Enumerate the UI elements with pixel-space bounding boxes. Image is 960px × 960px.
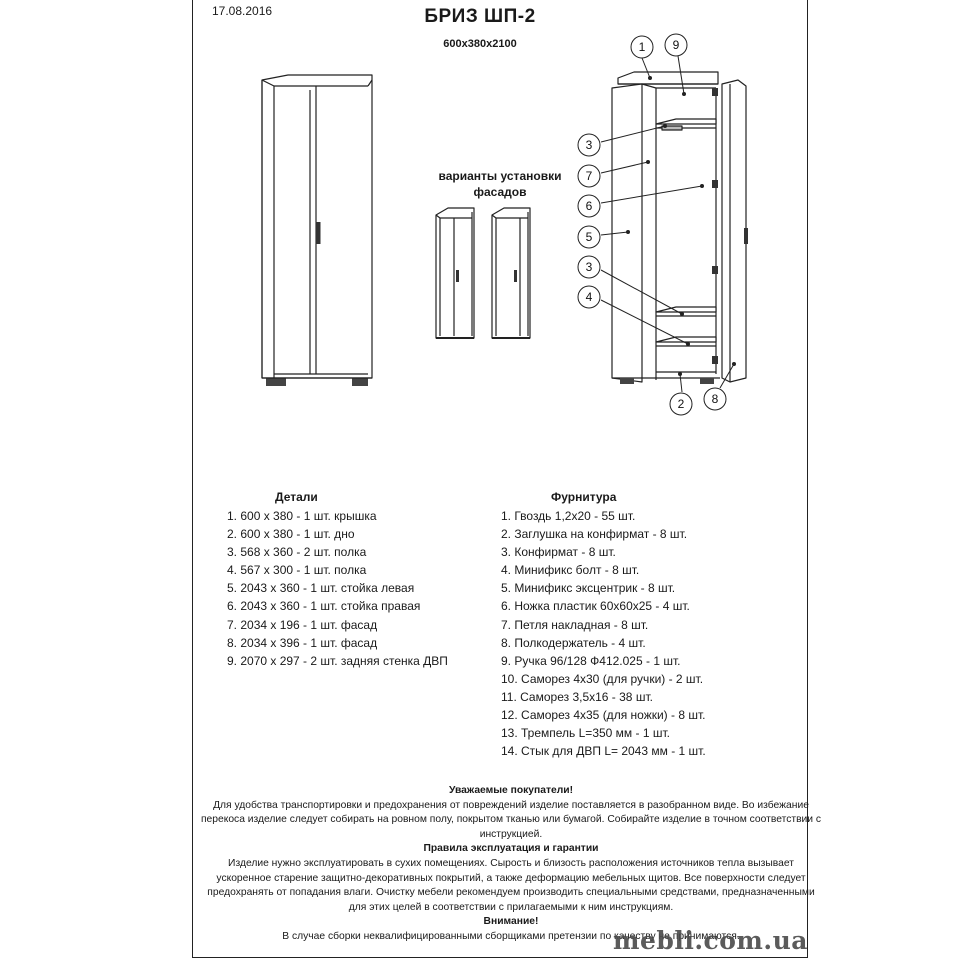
list-item: 7. 2034 х 196 - 1 шт. фасад (227, 617, 378, 632)
list-item: 3. Конфирмат - 8 шт. (501, 545, 616, 560)
svg-text:3: 3 (585, 260, 593, 274)
notice-heading-customers: Уважаемые покупатели! (448, 785, 574, 796)
list-item: 4. 567 х 300 - 1 шт. полка (227, 563, 367, 578)
list-item: 1. 600 х 380 - 1 шт. крышка (227, 509, 377, 523)
list-item: 4. Минификс болт - 8 шт. (501, 563, 640, 578)
list-item: 8. Полкодержатель - 4 шт. (501, 635, 646, 650)
callout-2 (670, 393, 692, 415)
leg-icon (266, 378, 286, 386)
list-item: 5. 2043 х 360 - 1 шт. стойка левая (227, 581, 415, 596)
hinge-icon (712, 88, 718, 96)
callout-5 (578, 226, 600, 248)
details-heading: Детали (275, 490, 318, 504)
leg-icon (620, 378, 634, 384)
callout-4 (578, 286, 600, 308)
svg-text:9: 9 (672, 38, 680, 52)
callout-1 (631, 36, 653, 58)
facade-variants-line2: фасадов (473, 185, 527, 199)
notice-heading-attention: Внимание! (483, 916, 539, 928)
callout-3-bottom (578, 256, 600, 278)
list-item: 3. 568 х 360 - 2 шт. полка (227, 545, 367, 560)
notice-heading-rules: Правила эксплуатация и гарантии (423, 843, 599, 855)
svg-text:8: 8 (711, 392, 719, 406)
hardware-list (501, 507, 706, 760)
notice-assembly-text: Для удобства транспортировки и предохранения от повреждений изделие поставляется в разобранном виде. Во избежание перекоса изделие следует собирать на ровном полу, покрытом тканью или бумагой. Собирайте изделие в точном соответствии с инструкцией. (200, 799, 822, 840)
svg-text:2: 2 (677, 397, 685, 411)
facade-variants-line1: варианты установки (438, 169, 562, 183)
list-item: 14. Стык для ДВП L= 2043 мм - 1 шт. (501, 744, 706, 759)
callout-7 (578, 165, 600, 187)
svg-text:7: 7 (585, 169, 593, 183)
product-dimensions: 600x380x2100 (443, 38, 517, 50)
list-item: 12. Саморез 4х35 (для ножки) - 8 шт. (501, 708, 706, 723)
list-item: 10. Саморез 4х30 (для ручки) - 2 шт. (501, 671, 704, 686)
facade-variant-right (492, 208, 530, 338)
leg-icon (700, 378, 714, 384)
hinge-icon (712, 266, 718, 274)
callout-9 (665, 34, 687, 56)
callout-3-top (578, 134, 600, 156)
list-item: 9. 2070 х 297 - 2 шт. задняя стенка ДВП (227, 653, 448, 668)
watermark: mebli.com.ua (613, 926, 808, 955)
handle-icon (456, 270, 459, 282)
list-item: 11. Саморез 3,5х16 - 38 шт. (501, 689, 653, 704)
svg-text:5: 5 (585, 230, 593, 244)
list-item: 2. Заглушка на конфирмат - 8 шт. (501, 527, 688, 542)
svg-text:1: 1 (638, 40, 646, 54)
cabinet-exploded-drawing (612, 72, 748, 384)
handle-icon (744, 228, 748, 244)
callout-6 (578, 195, 600, 217)
list-item: 6. 2043 х 360 - 1 шт. стойка правая (227, 599, 421, 614)
list-item: 2. 600 х 380 - 1 шт. дно (227, 527, 355, 542)
svg-text:3: 3 (585, 138, 593, 152)
handle-icon (514, 270, 517, 282)
customer-notice (200, 784, 822, 945)
leg-icon (352, 378, 368, 386)
facade-variant-left (436, 208, 474, 338)
hinge-icon (712, 356, 718, 364)
hinge-icon (712, 180, 718, 188)
callout-8 (704, 388, 726, 410)
notice-attention-text: В случае сборки неквалифицированными сборщиками претензии по качеству не принимаются. (282, 930, 740, 942)
handle-icon (316, 222, 321, 244)
page-title: БРИЗ ШП-2 (424, 6, 536, 27)
details-list (227, 507, 448, 670)
svg-text:6: 6 (585, 199, 593, 213)
list-item: 7. Петля накладная - 8 шт. (501, 617, 649, 632)
document-date: 17.08.2016 (212, 4, 273, 18)
list-item: 1. Гвоздь 1,2х20 - 55 шт. (501, 509, 636, 523)
list-item: 5. Минификс эксцентрик - 8 шт. (501, 581, 676, 596)
svg-text:4: 4 (585, 290, 593, 304)
cabinet-closed-drawing (262, 75, 372, 386)
hardware-heading: Фурнитура (551, 490, 617, 504)
list-item: 6. Ножка пластик 60х60х25 - 4 шт. (501, 599, 690, 614)
notice-rules-text: Изделие нужно эксплуатировать в сухих помещениях. Сырость и близость расположения источников тепла вызывает ускоренное старение защитно-декоративных покрытий, а также деформацию мебельных щитов. Все поверхности следует предохранять от попадания влаги. Очистку мебели рекомендуем производить специальными средствами, предназначенными для этих целей в соответствии с прилагаемыми к ним инструкциям. (207, 857, 815, 913)
list-item: 13. Тремпель L=350 мм - 1 шт. (501, 726, 670, 741)
list-item: 8. 2034 х 396 - 1 шт. фасад (227, 635, 378, 650)
list-item: 9. Ручка 96/128 Ф412.025 - 1 шт. (501, 653, 681, 668)
